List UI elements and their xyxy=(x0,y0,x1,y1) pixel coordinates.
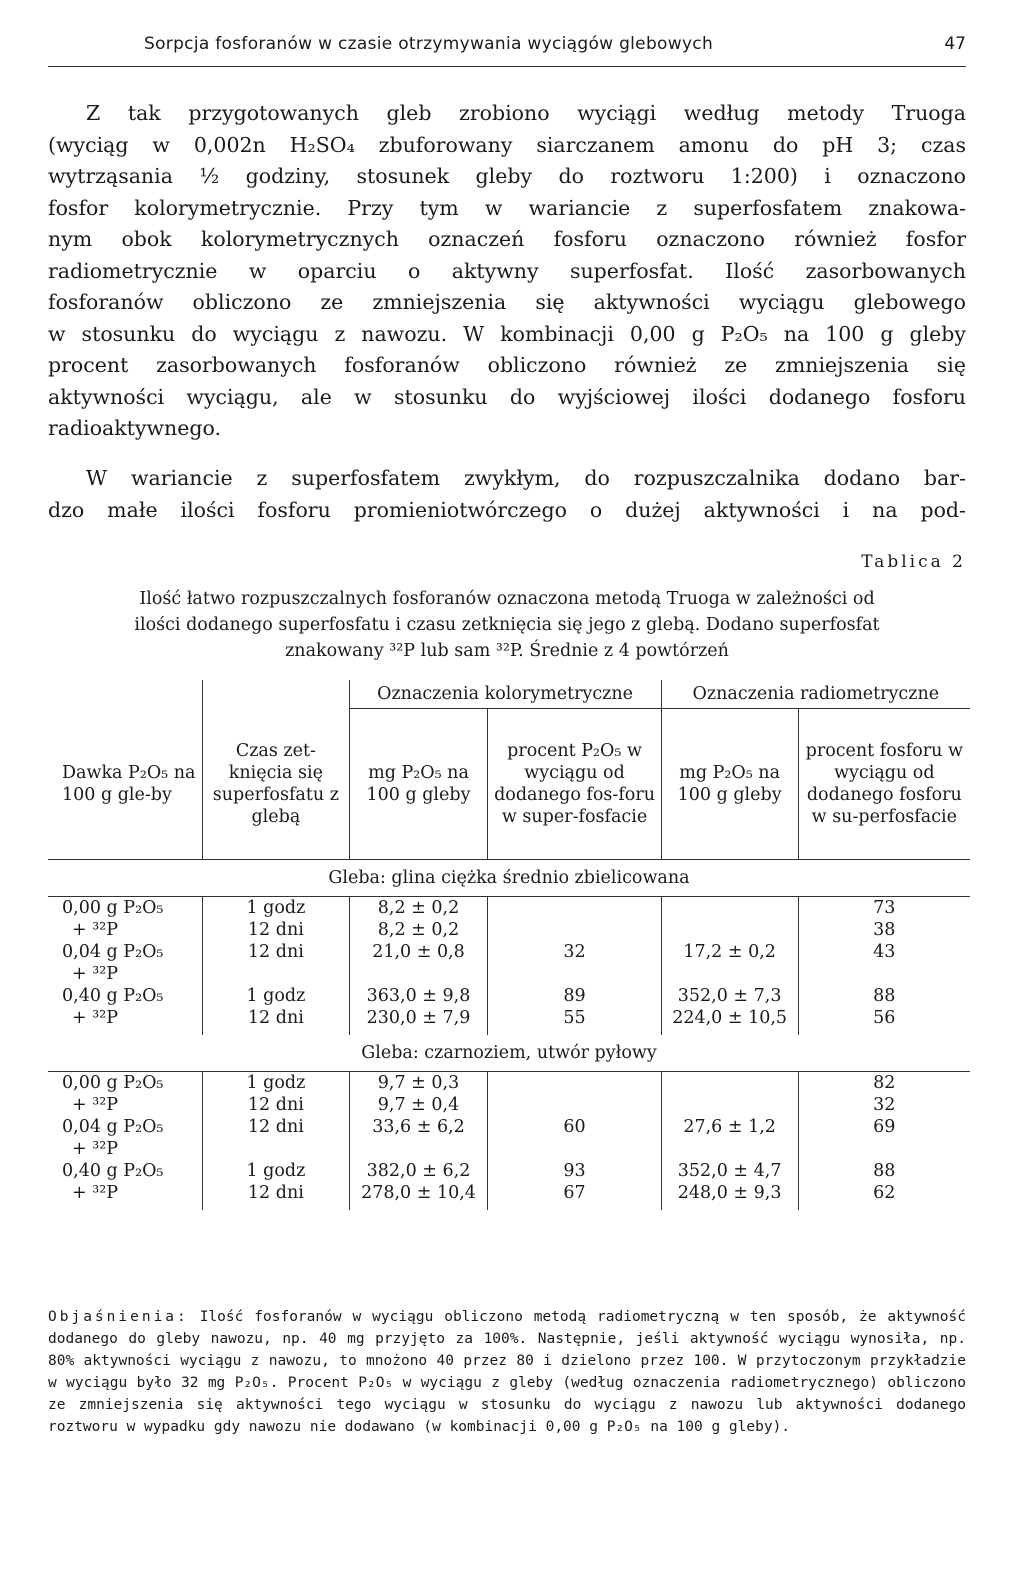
radiometric-pct-cell: 62 xyxy=(873,1183,896,1203)
table-row xyxy=(48,941,970,963)
dose-header: Dawka P₂O₅ na 100 g gle-by xyxy=(48,709,203,860)
paragraph-line: W wariancie z superfosfatem zwykłym, do rozpuszczalnika dodano bar- xyxy=(86,466,966,490)
caption-line: znakowany ³²P lub sam ³²P. Średnie z 4 powtórzeń xyxy=(285,641,729,661)
paragraph-line: fosforanów obliczono ze zmniejszenia się aktywności wyciągu glebowego xyxy=(48,290,966,314)
colorimetric-mg-cell: 9,7 ± 0,3 xyxy=(349,1072,488,1095)
radiometric-mg-header: mg P₂O₅ na 100 g gleby xyxy=(661,709,798,860)
table-label: Tablica 2 xyxy=(861,552,966,572)
table-caption xyxy=(48,586,966,664)
colorimetric-mg-cell: 33,6 ± 6,2 xyxy=(349,1116,488,1138)
radiometric-mg-cell: 352,0 ± 7,3 xyxy=(661,985,798,1007)
paragraph-line: w stosunku do wyciągu z nawozu. W kombinacji 0,00 g P₂O₅ na 100 g gleby xyxy=(48,321,966,346)
radiometric-mg-cell: 17,2 ± 0,2 xyxy=(661,941,798,963)
table-row xyxy=(48,1007,970,1035)
radiometric-pct-cell: 88 xyxy=(873,1161,896,1181)
time-cell: 12 dni xyxy=(203,941,349,963)
note-lead: Objaśnienia: xyxy=(48,1309,189,1325)
colorimetric-mg-cell: 382,0 ± 6,2 xyxy=(349,1160,488,1182)
table-row xyxy=(48,1094,970,1116)
radiometric-pct-cell: 69 xyxy=(873,1117,896,1137)
dose-text: + ³²P xyxy=(72,1183,119,1203)
soil-label: Gleba: glina ciężka średnio zbielicowana xyxy=(48,860,970,897)
dose-text: + ³²P xyxy=(72,1095,119,1115)
dose-text: + ³²P xyxy=(72,964,119,984)
dose-cell: 0,40 g P₂O₅ xyxy=(48,985,203,1007)
colorimetric-pct-cell xyxy=(488,1072,661,1095)
paragraph-line: (wyciąg w 0,002n H₂SO₄ zbuforowany siarczanem amonu do pH 3; czas xyxy=(48,132,966,157)
radiometric-mg-cell: 224,0 ± 10,5 xyxy=(661,1007,798,1035)
data-table xyxy=(48,680,970,1210)
colorimetric-mg-cell: 8,2 ± 0,2 xyxy=(349,897,488,920)
colorimetric-mg-cell: 278,0 ± 10,4 xyxy=(349,1182,488,1210)
radiometric-mg-cell xyxy=(661,1138,798,1160)
colorimetric-mg-cell: 21,0 ± 0,8 xyxy=(349,941,488,963)
time-cell: 12 dni xyxy=(203,1007,349,1035)
dose-cell: 0,04 g P₂O₅ xyxy=(48,941,203,963)
radiometric-pct-cell: 73 xyxy=(873,898,896,918)
radiometric-mg-cell: 248,0 ± 9,3 xyxy=(661,1182,798,1210)
radiometric-pct-cell: 38 xyxy=(873,920,896,940)
time-cell xyxy=(203,963,349,985)
soil-label: Gleba: czarnoziem, utwór pyłowy xyxy=(48,1035,970,1072)
radiometric-mg-cell xyxy=(661,963,798,985)
radiometric-pct-header: procent fosforu w wyciągu od dodanego fosforu w su-perfosfacie xyxy=(798,709,970,860)
colorimetric-mg-cell xyxy=(349,1138,488,1160)
paragraph-line: radiometrycznie w oparciu o aktywny superfosfat. Ilość zasorbowanych xyxy=(48,258,966,283)
paragraph-line: aktywności wyciągu, ale w stosunku do wyjściowej ilości dodanego fosforu xyxy=(48,384,966,409)
paragraph-line: dzo małe ilości fosforu promieniotwórczego o dużej aktywności i na pod- xyxy=(48,497,966,522)
radiometric-pct-cell: 82 xyxy=(873,1073,896,1093)
dose-cell xyxy=(48,963,203,985)
paragraph-line: wytrząsania ½ godziny, stosunek gleby do roztworu 1:200) i oznaczono xyxy=(48,164,966,188)
radiometric-mg-cell xyxy=(661,897,798,920)
dose-text: + ³²P xyxy=(72,1139,119,1159)
radiometric-pct-cell: 56 xyxy=(873,1008,896,1028)
radiometric-mg-cell xyxy=(661,1072,798,1095)
radiometric-pct-cell xyxy=(798,963,970,985)
time-cell: 1 godz xyxy=(203,1160,349,1182)
dose-cell: 0,00 g P₂O₅ xyxy=(48,897,203,920)
table-header-row xyxy=(48,709,970,860)
time-header: Czas zet-knięcia się superfosfatu z glebą xyxy=(203,709,349,860)
radiometric-mg-cell: 27,6 ± 1,2 xyxy=(661,1116,798,1138)
soil-section-header xyxy=(48,860,970,897)
radiometric-mg-cell: 352,0 ± 4,7 xyxy=(661,1160,798,1182)
dose-cell: 0,00 g P₂O₅ xyxy=(48,1072,203,1095)
table-row xyxy=(48,1160,970,1182)
colorimetric-pct-cell: 60 xyxy=(488,1116,661,1138)
time-cell: 1 godz xyxy=(203,897,349,920)
colorimetric-pct-cell xyxy=(488,1138,661,1160)
caption-line: Ilość łatwo rozpuszczalnych fosforanów oznaczona metodą Truoga w zależności od xyxy=(139,589,875,609)
colorimetric-mg-cell xyxy=(349,963,488,985)
colorimetric-pct-cell xyxy=(488,897,661,920)
paragraph-line: procent zasorbowanych fosforanów obliczono również ze zmniejszenia się xyxy=(48,353,966,377)
table-row xyxy=(48,963,970,985)
colorimetric-pct-cell: 93 xyxy=(488,1160,661,1182)
colorimetric-pct-cell: 89 xyxy=(488,985,661,1007)
table-row xyxy=(48,1072,970,1095)
radiometric-pct-cell: 32 xyxy=(873,1095,896,1115)
colorimetric-group-header: Oznaczenia kolorymetryczne xyxy=(349,680,661,709)
radiometric-pct-cell: 43 xyxy=(873,942,896,962)
colorimetric-pct-cell: 32 xyxy=(488,941,661,963)
dose-cell: 0,40 g P₂O₅ xyxy=(48,1160,203,1182)
page-number: 47 xyxy=(944,34,966,54)
radiometric-mg-cell xyxy=(661,919,798,941)
dose-text: + ³²P xyxy=(72,1008,119,1028)
table-note xyxy=(48,1306,966,1438)
dose-cell xyxy=(48,1138,203,1160)
table-row xyxy=(48,1138,970,1160)
paragraph-line: nym obok kolorymetrycznych oznaczeń fosforu oznaczono również fosfor xyxy=(48,227,966,251)
table-row xyxy=(48,1182,970,1210)
colorimetric-mg-cell: 8,2 ± 0,2 xyxy=(349,919,488,941)
paragraph-line: fosfor kolorymetrycznie. Przy tym w wariancie z superfosfatem znakowa- xyxy=(48,195,966,220)
time-cell: 12 dni xyxy=(203,1094,349,1116)
paragraph-1 xyxy=(48,98,966,445)
dose-cell xyxy=(48,1182,203,1210)
time-cell: 12 dni xyxy=(203,1182,349,1210)
caption-line: ilości dodanego superfosfatu i czasu zetknięcia się jego z glebą. Dodano superfosfat xyxy=(134,615,880,635)
time-cell: 12 dni xyxy=(203,919,349,941)
time-cell: 12 dni xyxy=(203,1116,349,1138)
running-head xyxy=(48,34,966,62)
note-text: Ilość fosforanów w wyciągu obliczono metodą radiometryczną w ten sposób, że aktywność dodanego do gleby nawozu, np. 40 mg przyjęto za 100%. Następnie, jeśli aktywność wyciągu wynosiła, np. 80% aktywności wyciągu z nawozu, to mnożono 40 przez 80 i dzielono przez 100. W przytoczonym przykładzie w wyciągu było 32 mg P₂O₅. Procent P₂O₅ w wyciągu z gleby (według oznaczenia radiometrycznego) obliczono ze zmniejszenia się aktywności tego wyciągu w stosunku do wyciągu z nawozu lub aktywności dodanego roztworu w wypadku gdy nawozu nie dodawano (w kombinacji 0,00 g P₂O₅ na 100 g gleby). xyxy=(48,1309,966,1435)
colorimetric-pct-cell xyxy=(488,919,661,941)
running-title: Sorpcja fosforanów w czasie otrzymywania wyciągów glebowych xyxy=(144,34,714,54)
colorimetric-mg-cell: 230,0 ± 7,9 xyxy=(349,1007,488,1035)
dose-cell xyxy=(48,1007,203,1035)
colorimetric-mg-cell: 363,0 ± 9,8 xyxy=(349,985,488,1007)
colorimetric-pct-cell: 67 xyxy=(488,1182,661,1210)
table-row xyxy=(48,897,970,920)
radiometric-pct-cell: 88 xyxy=(873,986,896,1006)
dose-cell xyxy=(48,1094,203,1116)
time-cell: 1 godz xyxy=(203,1072,349,1095)
paragraph-2 xyxy=(48,463,966,526)
colorimetric-pct-cell xyxy=(488,963,661,985)
dose-cell: 0,04 g P₂O₅ xyxy=(48,1116,203,1138)
colorimetric-pct-header: procent P₂O₅ w wyciągu od dodanego fos-foru w super-fosfacie xyxy=(488,709,661,860)
colorimetric-mg-cell: 9,7 ± 0,4 xyxy=(349,1094,488,1116)
soil-section-header xyxy=(48,1035,970,1072)
dose-cell xyxy=(48,919,203,941)
colorimetric-mg-header: mg P₂O₅ na 100 g gleby xyxy=(349,709,488,860)
radiometric-pct-cell xyxy=(798,1138,970,1160)
colorimetric-pct-cell: 55 xyxy=(488,1007,661,1035)
table-header-row xyxy=(48,680,970,709)
colorimetric-pct-cell xyxy=(488,1094,661,1116)
time-cell xyxy=(203,1138,349,1160)
header-rule xyxy=(48,66,966,67)
table-row xyxy=(48,985,970,1007)
paragraph-line: radioaktywnego. xyxy=(48,416,222,440)
table-row xyxy=(48,1116,970,1138)
radiometric-group-header: Oznaczenia radiometryczne xyxy=(661,680,970,709)
radiometric-mg-cell xyxy=(661,1094,798,1116)
time-cell: 1 godz xyxy=(203,985,349,1007)
dose-text: + ³²P xyxy=(72,920,119,940)
paragraph-line: Z tak przygotowanych gleb zrobiono wyciągi według metody Truoga xyxy=(86,101,966,125)
table-row xyxy=(48,919,970,941)
